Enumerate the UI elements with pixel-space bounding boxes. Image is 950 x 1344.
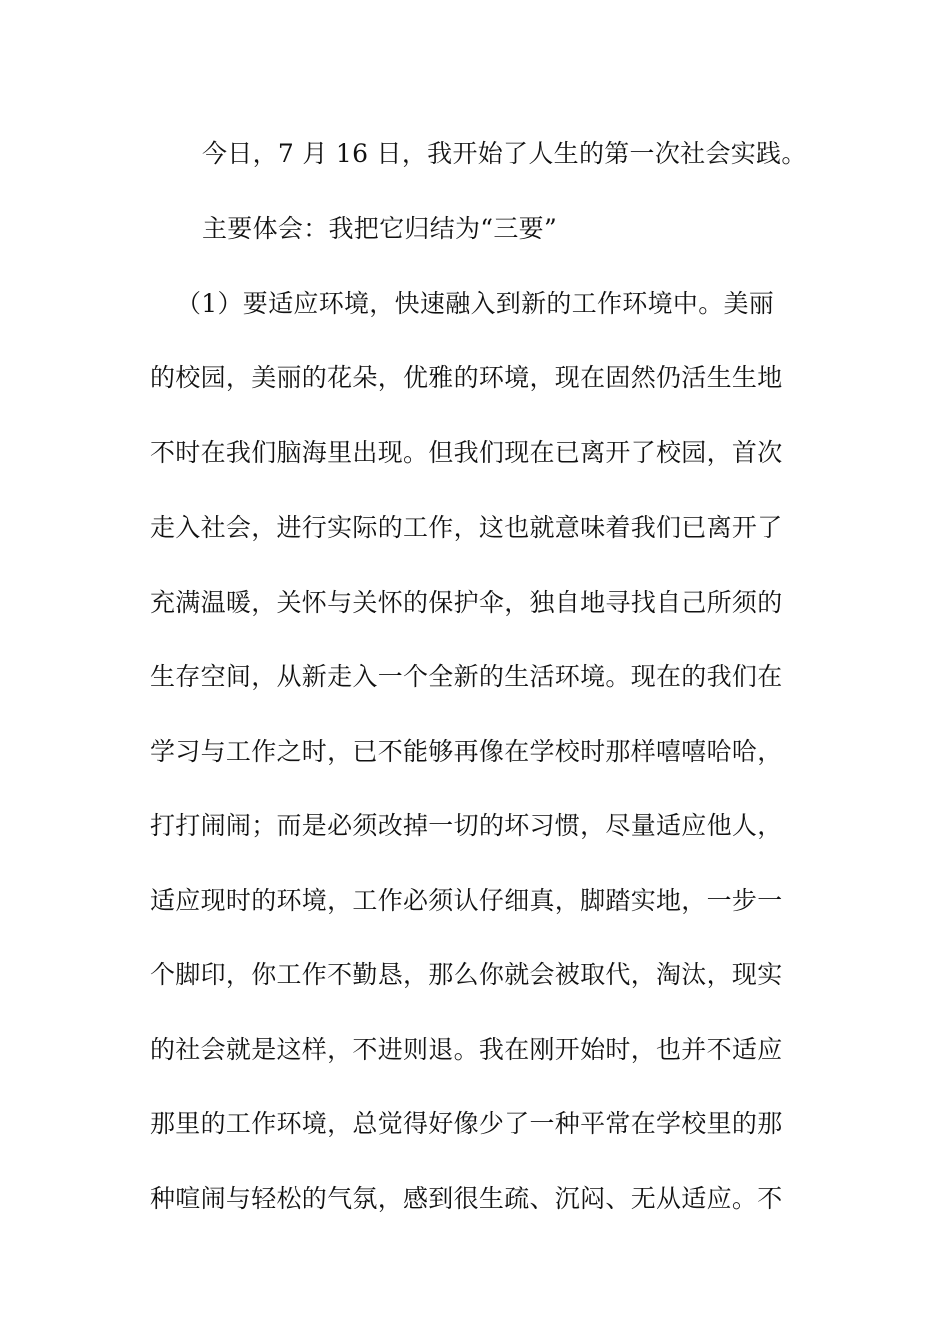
paragraph-line-9: 学习与工作之时，已不能够再像在学校时那样嘻嘻哈哈，: [150, 737, 783, 766]
paragraph-line-15: 种喧闹与轻松的气氛，感到很生疏、沉闷、无从适应。不: [150, 1184, 783, 1213]
paragraph-line-12: 个脚印，你工作不勤恳，那么你就会被取代，淘汰，现实: [150, 960, 783, 989]
paragraph-line-4: 的校园，美丽的花朵，优雅的环境，现在固然仍活生生地: [150, 363, 783, 392]
paragraph-line-10: 打打闹闹；而是必须改掉一切的坏习惯，尽量适应他人，: [150, 811, 783, 840]
paragraph-line-2: 主要体会：我把它归结为“三要”: [202, 214, 558, 243]
paragraph-line-6: 走入社会，进行实际的工作，这也就意味着我们已离开了: [150, 513, 783, 542]
paragraph-line-13: 的社会就是这样，不进则退。我在刚开始时，也并不适应: [150, 1035, 783, 1064]
paragraph-line-14: 那里的工作环境，总觉得好像少了一种平常在学校里的那: [150, 1109, 783, 1138]
paragraph-line-1: 今日，7 月 16 日，我开始了人生的第一次社会实践。: [202, 139, 807, 168]
paragraph-line-11: 适应现时的环境，工作必须认仔细真，脚踏实地，一步一: [150, 886, 783, 915]
paragraph-line-8: 生存空间，从新走入一个全新的生活环境。现在的我们在: [150, 662, 783, 691]
paragraph-line-5: 不时在我们脑海里出现。但我们现在已离开了校园，首次: [150, 438, 783, 467]
paragraph-line-3: （1）要适应环境，快速融入到新的工作环境中。美丽: [176, 289, 775, 318]
paragraph-line-7: 充满温暖，关怀与关怀的保护伞，独自地寻找自己所须的: [150, 588, 783, 617]
